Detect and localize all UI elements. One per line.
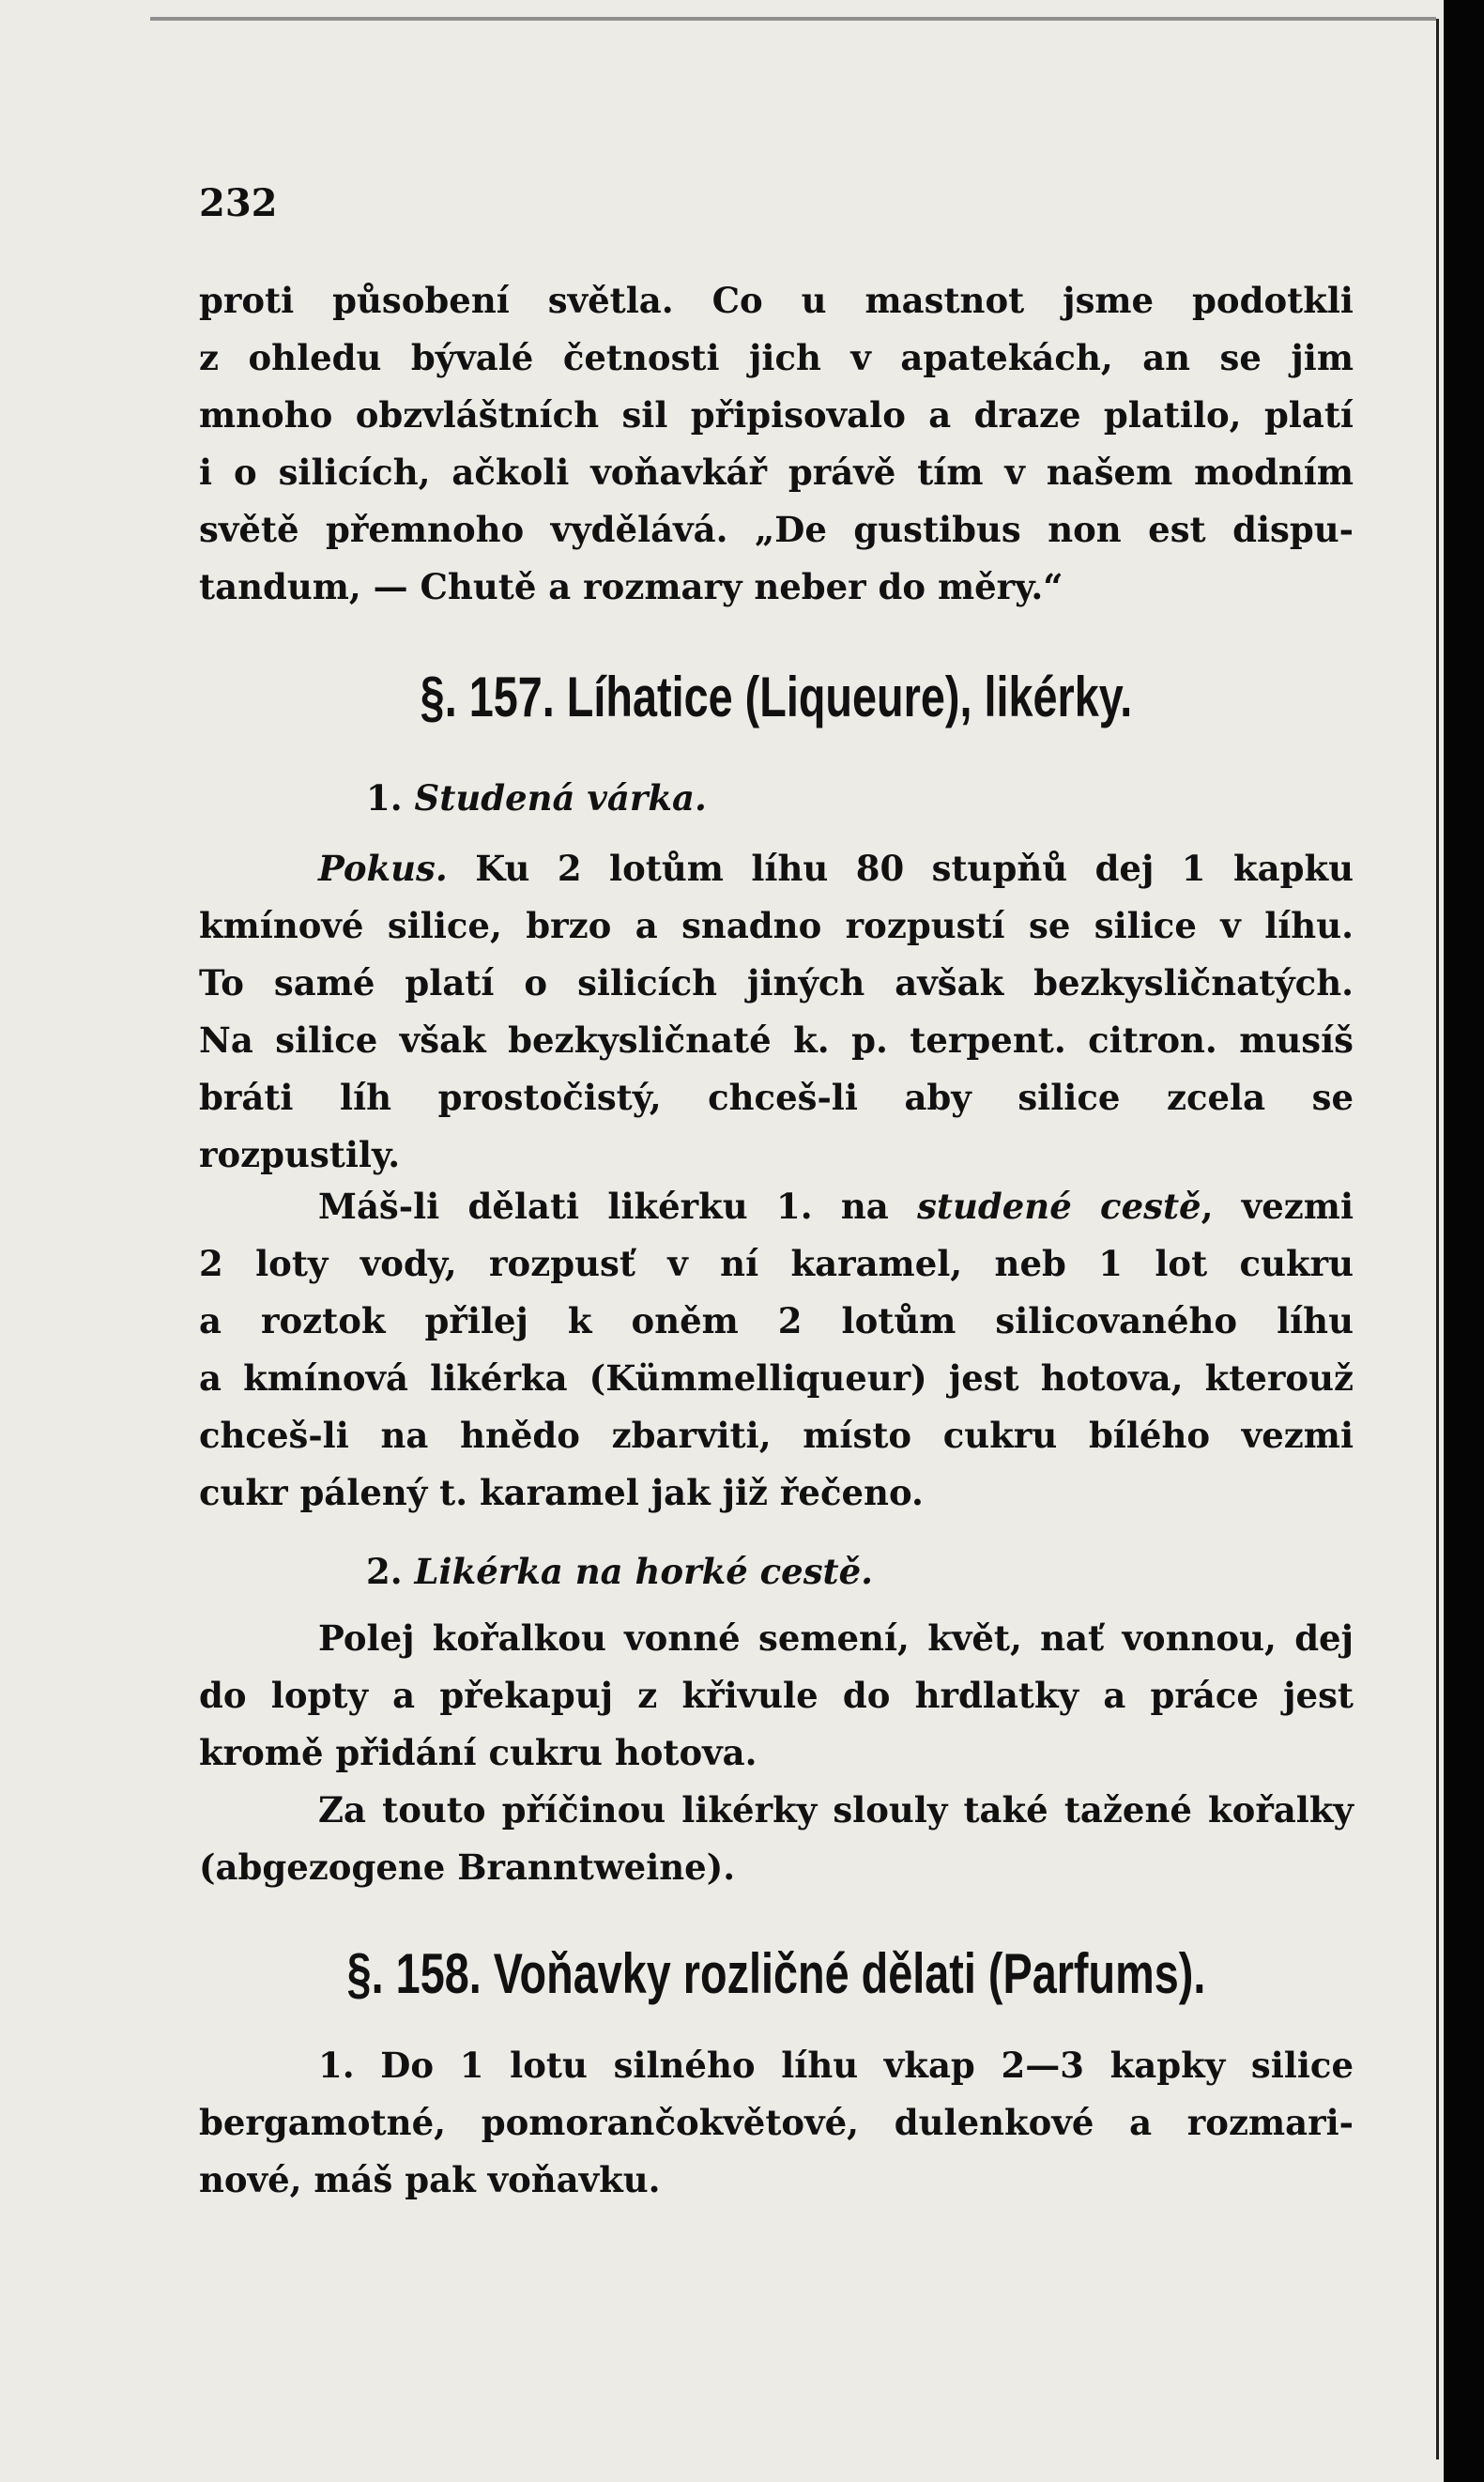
text-line: 1. Do 1 lotu silného líhu vkap 2—3 kapky silice — [318, 2045, 1354, 2086]
scan-dark-margin — [1444, 0, 1484, 2482]
text-line: Za touto příčinou likérky slouly také tažené kořalky — [318, 1789, 1354, 1831]
text-line — [199, 840, 1354, 897]
text-line — [199, 1178, 1354, 1235]
text-line: bergamotné, pomorančokvětové, dulenkové a rozmari- — [199, 2102, 1354, 2143]
section-heading-157: §. 157. Líhatice (Liqueure), likérky. — [420, 666, 1133, 728]
subsection-number: 2. — [366, 1551, 403, 1592]
pokus-first-text: Ku 2 lotům líhu 80 stupňů dej 1 kapku — [447, 848, 1354, 889]
page-number: 232 — [199, 181, 278, 225]
paragraph-polej — [199, 1610, 1354, 1782]
text-line: Polej kořalkou vonné semení, květ, nať vonnou, dej — [318, 1617, 1354, 1659]
subsection-number: 1. — [366, 777, 403, 819]
text-segment: , vezmi — [1201, 1186, 1354, 1227]
text-line: a roztok přilej k oněm 2 lotům silicovaného líhu — [199, 1300, 1354, 1341]
text-emphasis: studené cestě — [917, 1186, 1201, 1227]
text-line: světě přemnoho vydělává. „De gustibus non est dispu- — [199, 509, 1354, 550]
text-line: Na silice však bezkysličnaté k. p. terpent. citron. musíš — [199, 1019, 1354, 1061]
text-line: tandum, — Chutě a rozmary neber do měry.“ — [199, 566, 1063, 607]
text-line: z ohledu bývalé četnosti jich v apatekách, an se jim — [199, 337, 1354, 378]
text-line: bráti líh prostočistý, chceš-li aby silice zcela se — [199, 1077, 1354, 1118]
pokus-label: Pokus. — [318, 848, 448, 889]
text-line: i o silicích, ačkoli voňavkář právě tím v našem modním — [199, 452, 1354, 493]
section-heading-158: §. 158. Voňavky rozličné dělati (Parfums). — [346, 1942, 1206, 2005]
paragraph-pokus — [199, 840, 1354, 1184]
text-line: proti působení světla. Co u mastnot jsme podotkli — [199, 280, 1354, 321]
page-fold-line — [1436, 19, 1439, 2459]
text-line: cukr pálený t. karamel jak již řečeno. — [199, 1472, 924, 1513]
text-line: rozpustily. — [199, 1134, 401, 1175]
text-line: do lopty a překapuj z křivule do hrdlatky a práce jest — [199, 1675, 1354, 1716]
page-top-edge — [150, 17, 1436, 21]
paragraph-za-touto — [199, 1782, 1354, 1896]
paragraph-vonavky — [199, 2037, 1354, 2209]
text-line: mnoho obzvláštních sil připisovalo a draze platilo, platí — [199, 394, 1354, 436]
text-line: nové, máš pak voňavku. — [199, 2159, 661, 2200]
subsection-heading-2 — [366, 1551, 873, 1592]
text-segment: Máš-li dělati likérku 1. na — [318, 1186, 918, 1227]
text-line: a kmínová likérka (Kümmelliqueur) jest hotova, kterouž — [199, 1357, 1354, 1399]
subsection-title: Studená várka. — [414, 777, 707, 819]
paragraph-mas-li — [199, 1178, 1354, 1522]
text-line: chceš-li na hnědo zbarviti, místo cukru bílého vezmi — [199, 1415, 1354, 1456]
text-line: kromě přidání cukru hotova. — [199, 1732, 757, 1773]
paragraph-intro — [199, 272, 1354, 616]
text-line: 2 loty vody, rozpusť v ní karamel, neb 1 lot cukru — [199, 1243, 1354, 1284]
subsection-title: Likérka na horké cestě. — [414, 1551, 874, 1592]
text-line: (abgezogene Branntweine). — [199, 1846, 736, 1888]
text-line: To samé platí o silicích jiných avšak bezkysličnatých. — [199, 962, 1354, 1004]
text-line: kmínové silice, brzo a snadno rozpustí se silice v líhu. — [199, 905, 1354, 946]
subsection-heading-1 — [366, 777, 707, 819]
